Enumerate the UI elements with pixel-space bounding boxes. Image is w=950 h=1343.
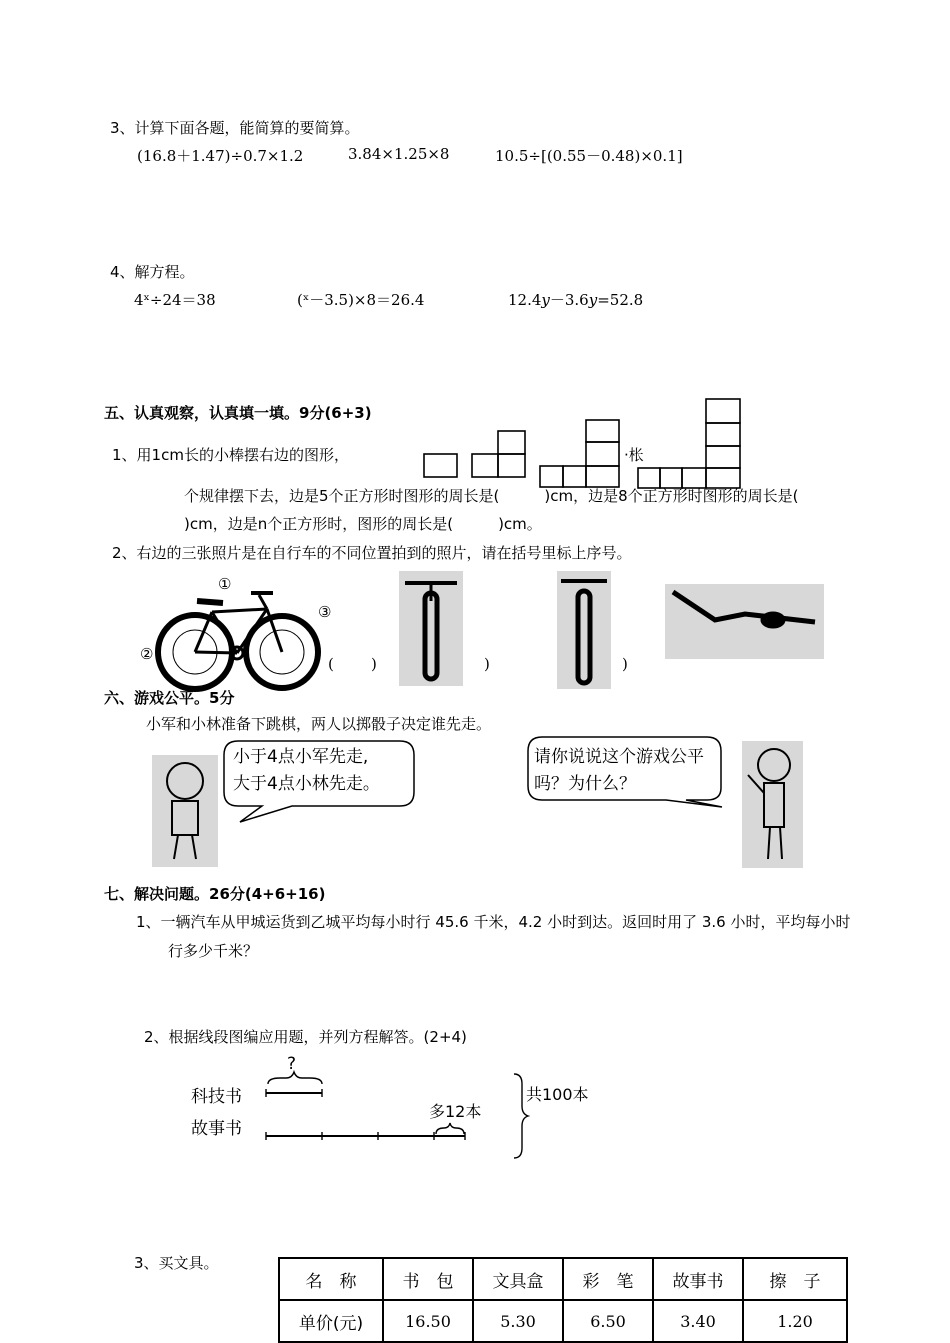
sec7-title: 七、解决问题。26分(4+6+16) bbox=[104, 885, 326, 903]
mark-3: ③ bbox=[318, 603, 332, 621]
bubble1-line2: 大于4点小林先走。 bbox=[233, 774, 380, 794]
table-cell: 单价(元) bbox=[279, 1300, 383, 1342]
sec6-title: 六、游戏公平。5分 bbox=[104, 689, 235, 707]
table-cell: 16.50 bbox=[383, 1300, 473, 1342]
table-row bbox=[279, 1300, 847, 1342]
squares-figure bbox=[420, 396, 750, 496]
q4-title: 4、解方程。 bbox=[110, 263, 195, 281]
bicycle-image bbox=[155, 585, 325, 695]
boy-figure bbox=[152, 755, 218, 867]
q3-title: 3、计算下面各题，能简算的要简算。 bbox=[110, 119, 360, 137]
diagram-total: 共100本 bbox=[526, 1085, 589, 1104]
q3-expr-3: 10.5÷[(0.55－0.48)×0.1] bbox=[495, 147, 683, 165]
mark-2: ② bbox=[140, 645, 154, 663]
bubble1-line1: 小于4点小军先走, bbox=[233, 747, 369, 767]
table-cell: 3.40 bbox=[653, 1300, 743, 1342]
table-cell: 6.50 bbox=[563, 1300, 653, 1342]
sec7-q1-line2: 行多少千米？ bbox=[168, 942, 259, 960]
q4-eq-2: (ˣ－3.5)×8＝26.4 bbox=[297, 291, 425, 309]
sec7-q3: 3、买文具。 bbox=[134, 1254, 219, 1272]
sec5-q1-intro: 1、用1cm长的小棒摆右边的图形， bbox=[112, 446, 349, 464]
photo-back-view bbox=[557, 571, 611, 689]
q4-eq-3: 12.4𝑦－3.6𝑦=52.8 bbox=[508, 291, 644, 309]
table-header-cell: 彩 笔 bbox=[563, 1258, 653, 1300]
table-cell: 5.30 bbox=[473, 1300, 563, 1342]
table-header-cell: 擦 子 bbox=[743, 1258, 847, 1300]
diagram-label-story: 故事书 bbox=[191, 1119, 242, 1139]
sec7-q2: 2、根据线段图编应用题，并列方程解答。(2+4) bbox=[144, 1028, 467, 1046]
photo-handlebar-view bbox=[665, 584, 824, 659]
bubble2-line2: 吗？为什么？ bbox=[534, 774, 636, 794]
bubble2-line1: 请你说说这个游戏公平 bbox=[534, 747, 704, 767]
table-header-cell: 名 称 bbox=[279, 1258, 383, 1300]
q4-eq-1: 4ˣ÷24＝38 bbox=[134, 291, 216, 309]
sec7-q1-line1: 1、一辆汽车从甲城运货到乙城平均每小时行 45.6 千米，4.2 小时到达。返回时用了 3.6 小时，平均每小时 bbox=[136, 913, 851, 931]
diagram-label-tech: 科技书 bbox=[191, 1087, 242, 1107]
answer-paren-close-2: ) bbox=[484, 655, 490, 673]
table-row bbox=[279, 1258, 847, 1300]
girl-figure bbox=[742, 741, 803, 868]
table-header-cell: 书 包 bbox=[383, 1258, 473, 1300]
photo-front-view bbox=[399, 571, 463, 686]
answer-paren-close-1: ) bbox=[371, 655, 377, 673]
square-fig-1 bbox=[424, 454, 457, 477]
answer-paren-open-1: ( bbox=[328, 655, 334, 673]
sec5-q1-tail: ·枨 bbox=[624, 446, 644, 464]
mark-1: ① bbox=[218, 575, 232, 593]
segment-diagram bbox=[260, 1070, 530, 1160]
sec6-intro: 小军和小林准备下跳棋，两人以掷骰子决定谁先走。 bbox=[146, 715, 492, 733]
diagram-more: 多12本 bbox=[429, 1102, 482, 1121]
q3-expr-1: (16.8＋1.47)÷0.7×1.2 bbox=[137, 147, 304, 165]
table-header-cell: 文具盒 bbox=[473, 1258, 563, 1300]
answer-paren-close-3: ) bbox=[622, 655, 628, 673]
table-cell: 1.20 bbox=[743, 1300, 847, 1342]
price-table bbox=[278, 1257, 848, 1343]
diagram-question: ? bbox=[287, 1054, 297, 1074]
table-header-cell: 故事书 bbox=[653, 1258, 743, 1300]
sec5-q2: 2、右边的三张照片是在自行车的不同位置拍到的照片，请在括号里标上序号。 bbox=[112, 544, 632, 562]
sec5-q1-line3: )cm，边是n个正方形时，图形的周长是( )cm。 bbox=[184, 515, 542, 533]
sec5-q1-line2: 个规律摆下去，边是5个正方形时图形的周长是( )cm，边是8个正方形时图形的周长是( bbox=[184, 487, 799, 505]
sec5-title: 五、认真观察，认真填一填。9分(6+3) bbox=[104, 404, 372, 422]
q3-expr-2: 3.84×1.25×8 bbox=[348, 145, 450, 163]
